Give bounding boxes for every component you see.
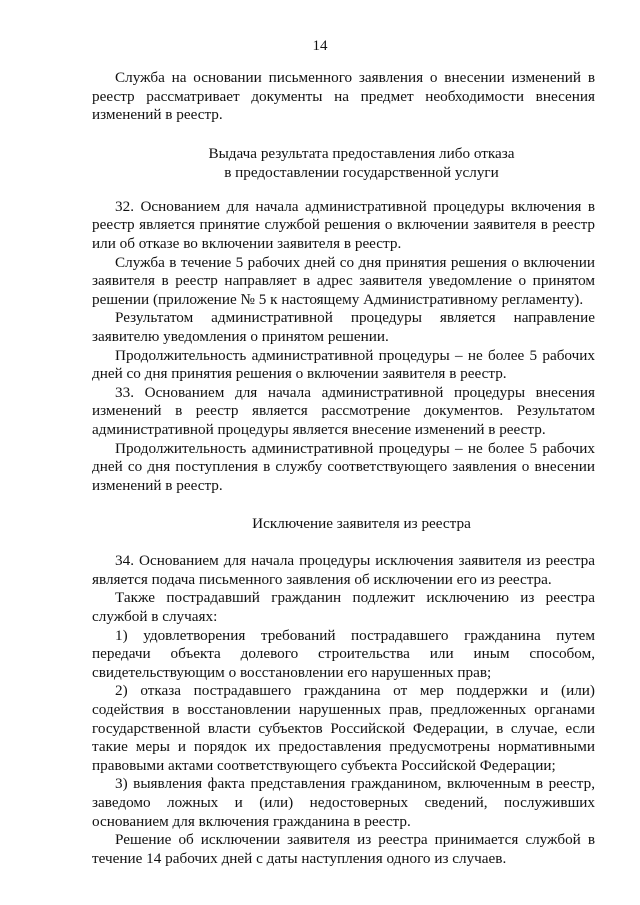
section-heading-exclusion: Исключение заявителя из реестра — [252, 515, 471, 533]
paragraph: Результатом административной процедуры является направление заявителю уведомления о принятом решении. — [92, 309, 595, 345]
list-item: 3) выявления факта представления гражданином, включенным в реестр, заведомо ложных и (или) недостоверных сведений, послуживших основанием для включения гражданина в реестр. — [92, 775, 595, 830]
paragraph: Продолжительность административной процедуры – не более 5 рабочих дней со дня поступления в службу соответствующего заявления о внесении изменений в реестр. — [92, 439, 595, 494]
paragraph: 33. Основанием для начала административной процедуры внесения изменений в реестр является рассмотрение документов. Результатом административной процедуры является внесение изменений в реестр. — [92, 383, 595, 438]
paragraph: Продолжительность административной процедуры – не более 5 рабочих дней со дня принятия решения о включении заявителя в реестр. — [92, 346, 595, 383]
section-heading-line: Выдача результата предоставления либо отказа — [208, 144, 515, 162]
list-item: 2) отказа пострадавшего гражданина от мер поддержки и (или) содействия в восстановлении нарушенных прав, предложенных органами государственной власти субъектов Российской Федерации, в случае, если такие меры и порядок их предоставления предусмотрены нормативными правовыми актами соответствующего субъекта Российской Федерации; — [92, 682, 595, 774]
paragraph: 34. Основанием для начала процедуры исключения заявителя из реестра является подача письменного заявления об исключении его из реестра. — [92, 552, 595, 588]
document-body — [92, 69, 595, 868]
paragraph: Служба на основании письменного заявления о внесении изменений в реестр рассматривает документы на предмет необходимости внесения изменений в реестр. — [92, 69, 595, 124]
section-heading-line: в предоставлении государственной услуги — [224, 163, 499, 181]
paragraph: Также пострадавший гражданин подлежит исключению из реестра службой в случаях: — [92, 589, 595, 626]
paragraph: Служба в течение 5 рабочих дней со дня принятия решения о включении заявителя в реестр направляет в адрес заявителя уведомление о принятом решении (приложение № 5 к настоящему Административному регламенту). — [92, 253, 595, 308]
paragraph: 32. Основанием для начала административной процедуры включения в реестр является принятие службой решения о включении заявителя в реестр или об отказе во включении заявителя в реестр. — [92, 197, 595, 252]
page-number: 14 — [312, 38, 328, 54]
section-heading-result — [92, 144, 595, 182]
paragraph: Решение об исключении заявителя из реестра принимается службой в течение 14 рабочих дней с даты наступления одного из случаев. — [92, 831, 595, 867]
list-item: 1) удовлетворения требований пострадавшего гражданина путем передачи объекта долевого строительства или иным способом, свидетельствующим о восстановлении его нарушенных прав; — [92, 626, 595, 681]
